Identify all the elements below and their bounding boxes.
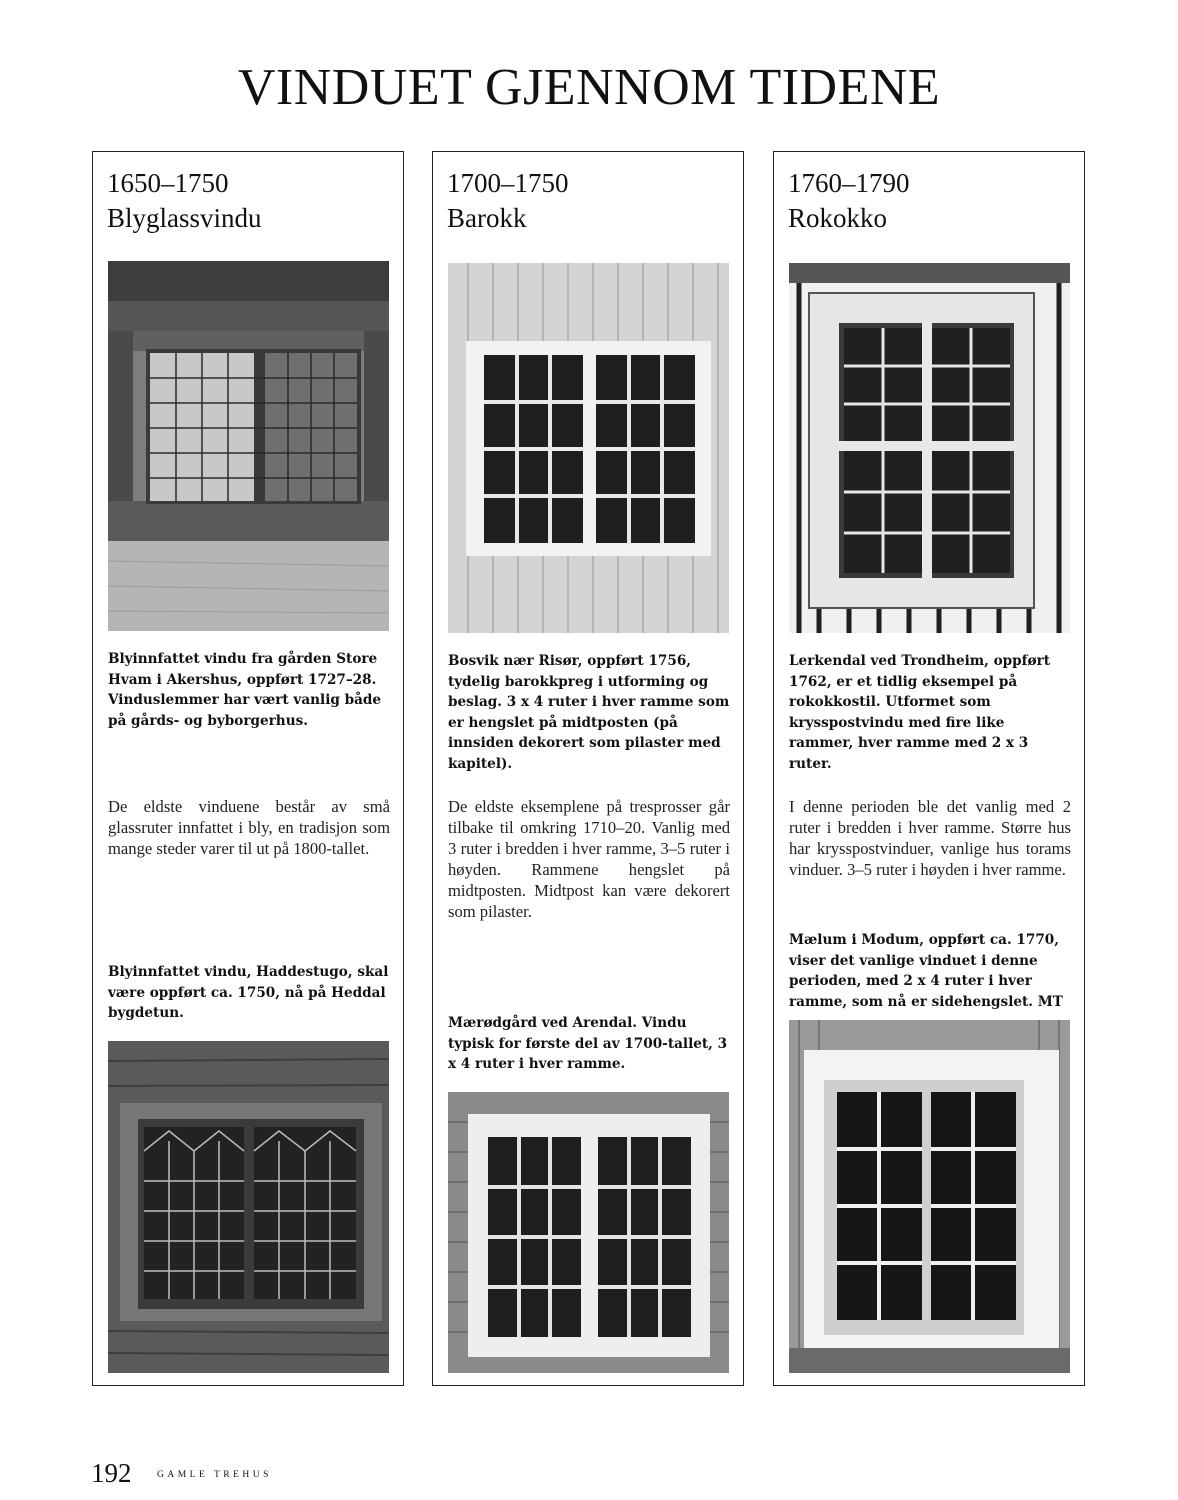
column-heading — [107, 166, 262, 236]
photo-caption: Blyinnfattet vindu fra gården Store Hvam i Akershus, oppført 1727–28. Vinduslemmer har vært vanlig både på gårds- og byborgerhus. — [108, 651, 382, 729]
photo-caption: Mærødgård ved Arendal. Vindu typisk for første del av 1700-tallet, 3 x 4 ruter i hver ramme. — [448, 1015, 728, 1072]
style-label: Blyglassvindu — [107, 203, 262, 233]
period-label: 1700–1750 — [447, 168, 569, 198]
lead-glass-window-photo-1 — [108, 261, 389, 631]
book-title: GAMLE TREHUS — [157, 1470, 272, 1480]
column-lead-glass — [92, 151, 404, 1386]
body-text: De eldste vinduene består av små glassruter innfattet i bly, en tradisjon som mange steder varer til ut på 1800-tallet. — [108, 797, 390, 858]
photo-caption: Lerkendal ved Trondheim, oppført 1762, er et tidlig eksempel på rokokkostil. Utformet som krysspostvindu med fire like rammer, hver ramme med 2 x 3 ruter. — [789, 653, 1051, 772]
lead-glass-window-photo-2 — [108, 1041, 389, 1373]
rococo-cross-window-photo — [789, 263, 1070, 633]
style-label: Rokokko — [788, 203, 888, 233]
period-label: 1760–1790 — [788, 168, 910, 198]
photo-caption: Blyinnfattet vindu, Haddestugo, skal være oppført ca. 1750, nå på Heddal bygdetun. — [108, 964, 389, 1021]
photo-caption: Bosvik nær Risør, oppført 1756, tydelig barokkpreg i utforming og beslag. 3 x 4 ruter i hver ramme som er hengslet på midtposten (på innsiden dekorert som pilaster med kapitel). — [448, 653, 730, 772]
period-label: 1650–1750 — [107, 168, 229, 198]
baroque-window-photo-2 — [448, 1092, 729, 1373]
style-label: Barokk — [447, 203, 527, 233]
body-text: I denne perioden ble det vanlig med 2 ruter i bredden i hver ramme. Større hus har krysspostvinduer, vanlige hus torams vinduer. 3–5 ruter i høyden i hver ramme. — [789, 797, 1071, 879]
column-heading — [447, 166, 569, 236]
column-rococo — [773, 151, 1085, 1386]
column-heading — [788, 166, 910, 236]
body-text: De eldste eksemplene på tresprosser går tilbake til omkring 1710–20. Vanlig med 3 ruter i bredden i hver ramme, 3–5 ruter i høyden. Rammene hengslet på midtposten. Midtpost kan være dekorert som pilaster. — [448, 797, 730, 921]
baroque-window-photo-1 — [448, 263, 729, 633]
photo-caption: Mælum i Modum, oppført ca. 1770, viser det vanlige vinduet i denne perioden, med 2 x 4 ruter i hver ramme, som nå er sidehengslet. MT — [789, 932, 1063, 1010]
rococo-window-photo — [789, 1020, 1070, 1373]
page-number: 192 — [91, 1458, 132, 1488]
page-title: VINDUET GJENNOM TIDENE — [237, 59, 941, 116]
column-baroque — [432, 151, 744, 1386]
